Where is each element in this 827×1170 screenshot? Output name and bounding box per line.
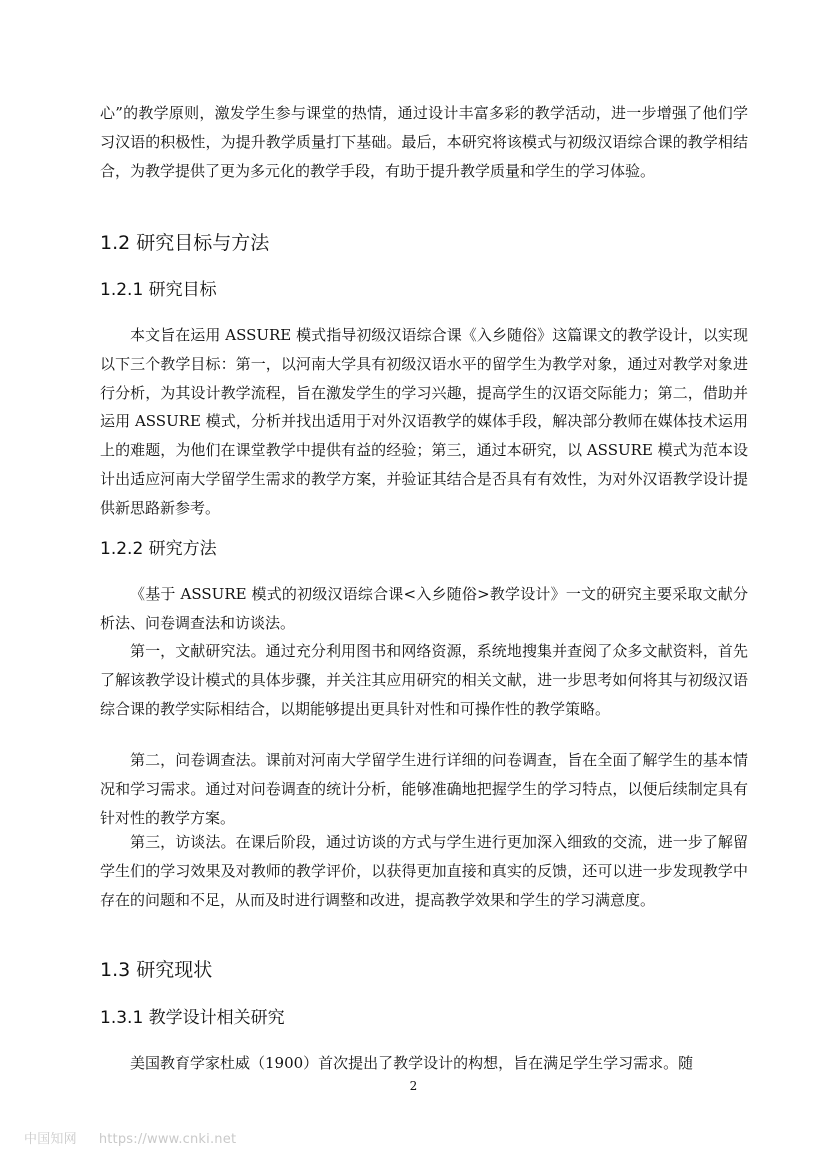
paragraph-method-literature: 第一，文献研究法。通过充分利用图书和网络资源，系统地搜集并查阅了众多文献资料，首先了解该教学设计模式的具体步骤，并关注其应用研究的相关文献，进一步思考如何将其与初级汉语综合课的教学实际相结合，以期能够提出更具针对性和可操作性的教学策略。 [100,642,748,718]
heading-1-2-1: 1.2.1 研究目标 [100,280,217,300]
heading-1-2-2: 1.2.2 研究方法 [100,539,217,559]
paragraph-intro-continued: 心”的教学原则，激发学生参与课堂的热情，通过设计丰富多彩的教学活动，进一步增强了他们学习汉语的积极性，为提升教学质量打下基础。最后，本研究将该模式与初级汉语综合课的教学相结合，为教学提供了更为多元化的教学手段，有助于提升教学质量和学生的学习体验。 [100,104,748,180]
paragraph-research-goals: 本文旨在运用 ASSURE 模式指导初级汉语综合课《入乡随俗》这篇课文的教学设计，以实现以下三个教学目标：第一，以河南大学具有初级汉语水平的留学生为教学对象，通过对教学对象进行分析，为其设计教学流程，旨在激发学生的学习兴趣，提高学生的汉语交际能力；第二，借助并运用 ASSURE 模式，分析并找出适用于对外汉语教学的媒体手段，解决部分教师在媒体技术运用上的难题，为他们在课堂教学中提供有益的经验；第三，通过本研究，以 ASSURE 模式为范本设计出适应河南大学留学生需求的教学方案，并验证其结合是否具有有效性，为对外汉语教学设计提供新思路新参考。 [100,326,748,517]
page-number: 2 [409,1079,418,1093]
heading-1-3: 1.3 研究现状 [100,959,213,981]
watermark-site-name: 中国知网 [24,1132,77,1147]
heading-1-2: 1.2 研究目标与方法 [100,232,270,254]
paragraph-method-interview: 第三，访谈法。在课后阶段，通过访谈的方式与学生进行更加深入细致的交流，进一步了解留学生们的学习效果及对教师的教学评价，以获得更加直接和真实的反馈，还可以进一步发现教学中存在的问题和不足，从而及时进行调整和改进，提高教学效果和学生的学习满意度。 [100,833,748,909]
cnki-watermark [24,1128,258,1147]
paragraph-methods-intro: 《基于 ASSURE 模式的初级汉语综合课<入乡随俗>教学设计》一文的研究主要采取文献分析法、问卷调查法和访谈法。 [100,585,748,632]
heading-1-3-1: 1.3.1 教学设计相关研究 [100,1008,285,1028]
watermark-url: https://www.cnki.net [98,1132,237,1147]
paragraph-design-research: 美国教育学家杜威（1900）首次提出了教学设计的构想，旨在满足学生学习需求。随 [130,1054,694,1072]
paragraph-method-questionnaire: 第二，问卷调查法。课前对河南大学留学生进行详细的问卷调查，旨在全面了解学生的基本情况和学习需求。通过对问卷调查的统计分析，能够准确地把握学生的学习特点，以便后续制定具有针对性的教学方案。 [100,751,748,827]
